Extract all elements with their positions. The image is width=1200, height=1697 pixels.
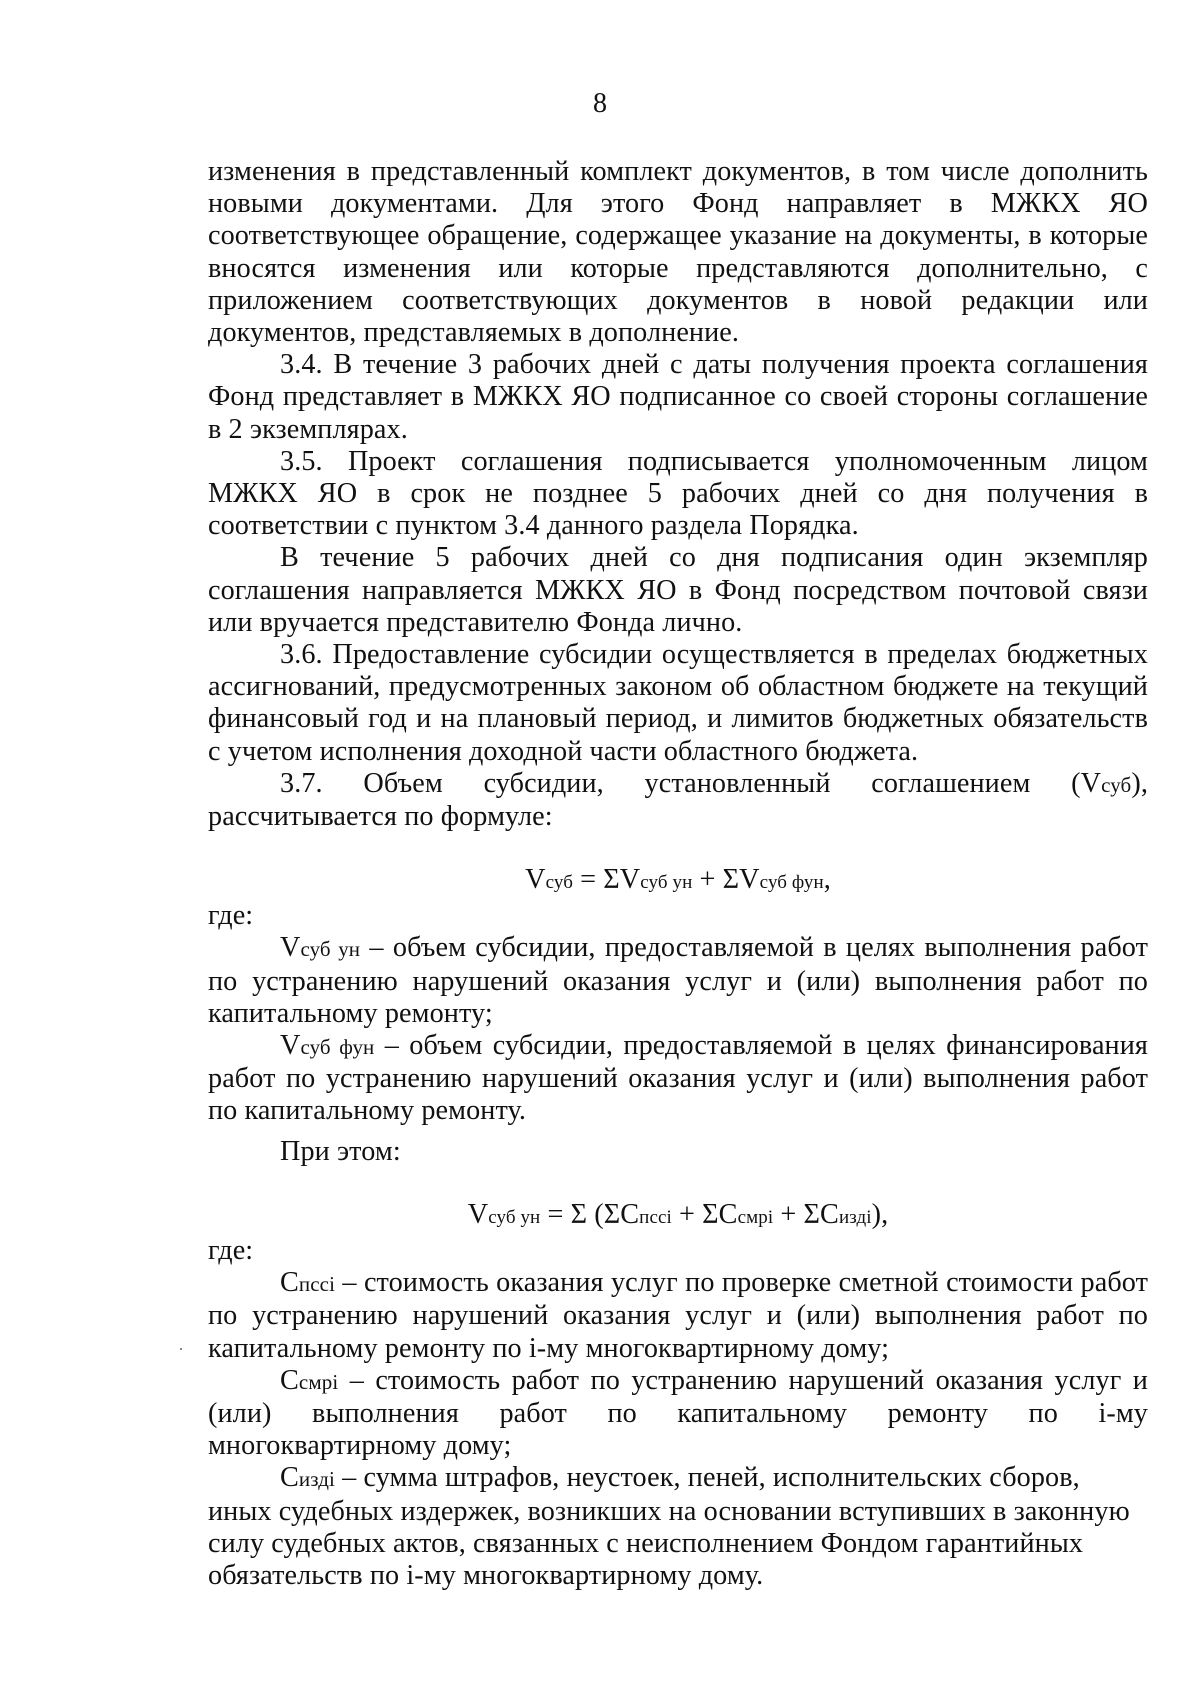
paragraph-3-5: 3.5. Проект соглашения подписывается уполномоченным лицом МЖКХ ЯО в срок не позднее 5 рабочих дней со дня получения в соответствии с пунктом 3.4 данного раздела Порядка. (208, 445, 1148, 542)
page-number: 8 (593, 88, 607, 119)
definition-v-sub-un: Vсуб ун – объем субсидии, предоставляемой в целях выполнения работ по устранению нарушений оказания услуг и (или) выполнения работ по капитальному ремонту; (208, 932, 1148, 1029)
definition-c-smri: Cсмрi – стоимость работ по устранению нарушений оказания услуг и (или) выполнения работ по капитальному ремонту по i-му многоквартирному дому; (208, 1364, 1148, 1462)
scan-speck (180, 1348, 182, 1350)
paragraph-3-7-text: 3.7. Объем субсидии, установленный соглашением ( (280, 767, 1081, 799)
definition-v-sub-fun: Vсуб фун – объем субсидии, предоставляемой в целях финансирования работ по устранению нарушений оказания услуг и (или) выполнения работ по капитальному ремонту. (208, 1030, 1148, 1127)
where-label-2: где: (208, 1234, 254, 1266)
formula-1: Vсуб = ΣVсуб ун + ΣVсуб фун, (525, 864, 831, 896)
formula-2: Vсуб ун = Σ (ΣCпссi + ΣCсмрi + ΣCиздi), (467, 1198, 889, 1230)
paragraph-3-6: 3.6. Предоставление субсидии осуществляется в пределах бюджетных ассигнований, предусмотренных законом об областном бюджете на текущий финансовый год и на плановый период, и лимитов бюджетных обязательств с учетом исполнения доходной части областного бюджета. (208, 639, 1148, 767)
paragraph-3-7-v: V (1080, 767, 1102, 799)
paragraph-3-5-delivery: В течение 5 рабочих дней со дня подписания один экземпляр соглашения направляется МЖКХ ЯО в Фонд посредством почтовой связи или вручается представителю Фонда лично. (208, 542, 1148, 638)
where-label-1: где: (208, 900, 254, 932)
definition-c-izdi: Cиздi – сумма штрафов, неустоек, пеней, исполнительских сборов, иных судебных издержек, возникших на основании вступивших в законную силу судебных актов, связанных с неисполнением Фондом гарантийных обязательств по i-му многоквартирному дому. (208, 1462, 1130, 1591)
paragraph-3-7 (208, 768, 1148, 833)
paragraph-3-7-tail: ), рассчитывается по формуле: (208, 767, 1148, 833)
definition-c-pssi: Cпссi – стоимость оказания услуг по проверке сметной стоимости работ по устранению нарушений оказания услуг и (или) выполнения работ по капитальному ремонту по i-му многоквартирному дому; (208, 1267, 1148, 1364)
paragraph-3-7-sub: суб (1101, 772, 1132, 797)
paragraph-3-4: 3.4. В течение 3 рабочих дней с даты получения проекта соглашения Фонд представляет в МЖКХ ЯО подписанное со своей стороны соглашение в 2 экземплярах. (208, 349, 1148, 445)
paragraph-continuation: изменения в представленный комплект документов, в том числе дополнить новыми документами. Для этого Фонд направляет в МЖКХ ЯО соответствующее обращение, содержащее указание на документы, в которые вносятся изменения или которые представляются дополнительно, с приложением соответствующих документов в новой редакции или документов, представляемых в дополнение. (208, 156, 1148, 349)
at-the-same-time: При этом: (280, 1135, 401, 1167)
document-body (208, 156, 1148, 1592)
